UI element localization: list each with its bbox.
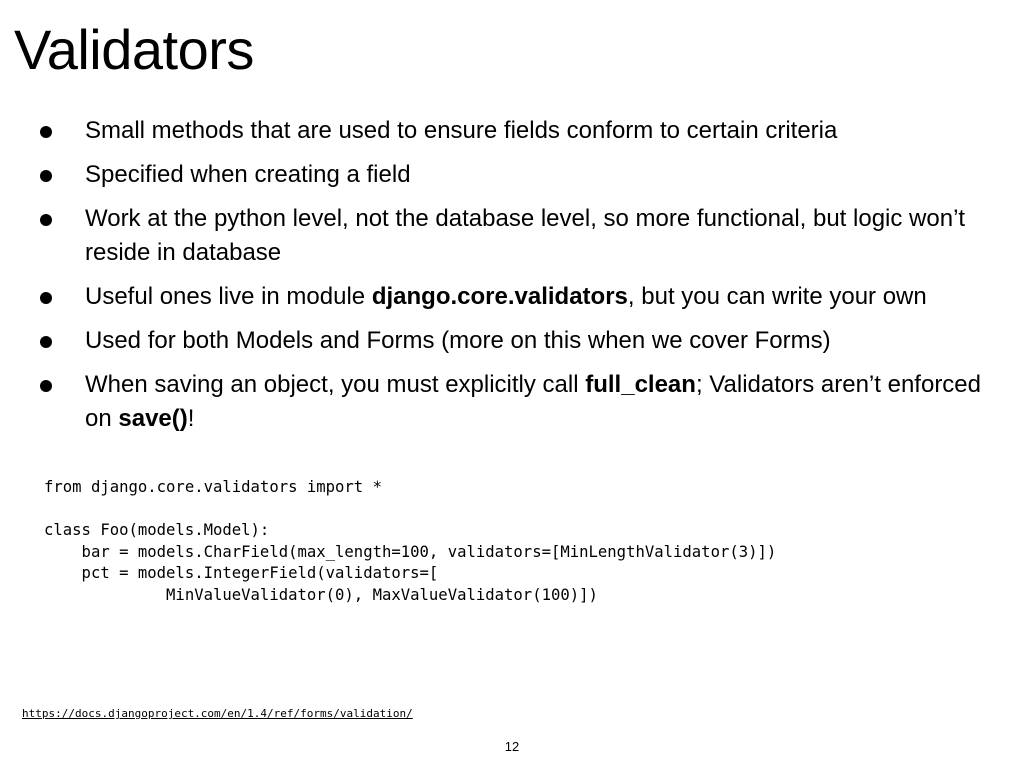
bullet-item bbox=[0, 280, 1024, 314]
bullet-bold-text: django.core.validators bbox=[371, 283, 628, 310]
bullet-dot-icon bbox=[40, 214, 52, 226]
bullet-item bbox=[0, 202, 1024, 270]
bullet-text: Used for both Models and Forms (more on this when we cover Forms) bbox=[85, 327, 831, 354]
bullet-list bbox=[0, 114, 1024, 446]
bullet-item bbox=[0, 324, 1024, 358]
bullet-bold-text: save() bbox=[118, 405, 188, 432]
slide-title: Validators bbox=[14, 18, 254, 81]
bullet-text: When saving an object, you must explicitly call bbox=[85, 371, 586, 398]
bullet-text: Specified when creating a field bbox=[85, 161, 411, 188]
bullet-item bbox=[0, 114, 1024, 148]
bullet-dot-icon bbox=[40, 126, 52, 138]
bullet-text: , but you can write your own bbox=[627, 283, 927, 310]
bullet-bold-text: full_clean bbox=[585, 371, 696, 398]
bullet-text: ! bbox=[187, 405, 195, 432]
bullet-text: ; Validators aren’t enforced on bbox=[85, 371, 981, 432]
code-block: from django.core.validators import * class Foo(models.Model): bar = models.CharField(max_length=100, validators=[MinLengthValidator(3)]) pct = models.IntegerField(validators=[ MinValueValidator(0), MaxValueValidator(100)]) bbox=[44, 478, 777, 604]
page-number: 12 bbox=[504, 739, 520, 754]
bullet-dot-icon bbox=[40, 170, 52, 182]
documentation-link[interactable]: https://docs.djangoproject.com/en/1.4/ref/forms/validation/ bbox=[22, 707, 413, 720]
bullet-item bbox=[0, 158, 1024, 192]
bullet-text: Small methods that are used to ensure fields conform to certain criteria bbox=[85, 117, 838, 144]
bullet-dot-icon bbox=[40, 292, 52, 304]
bullet-item bbox=[0, 368, 1024, 436]
bullet-dot-icon bbox=[40, 336, 52, 348]
bullet-text: Work at the python level, not the database level, so more functional, but logic won’t reside in database bbox=[85, 205, 966, 266]
bullet-dot-icon bbox=[40, 380, 52, 392]
bullet-text: Useful ones live in module bbox=[85, 283, 372, 310]
